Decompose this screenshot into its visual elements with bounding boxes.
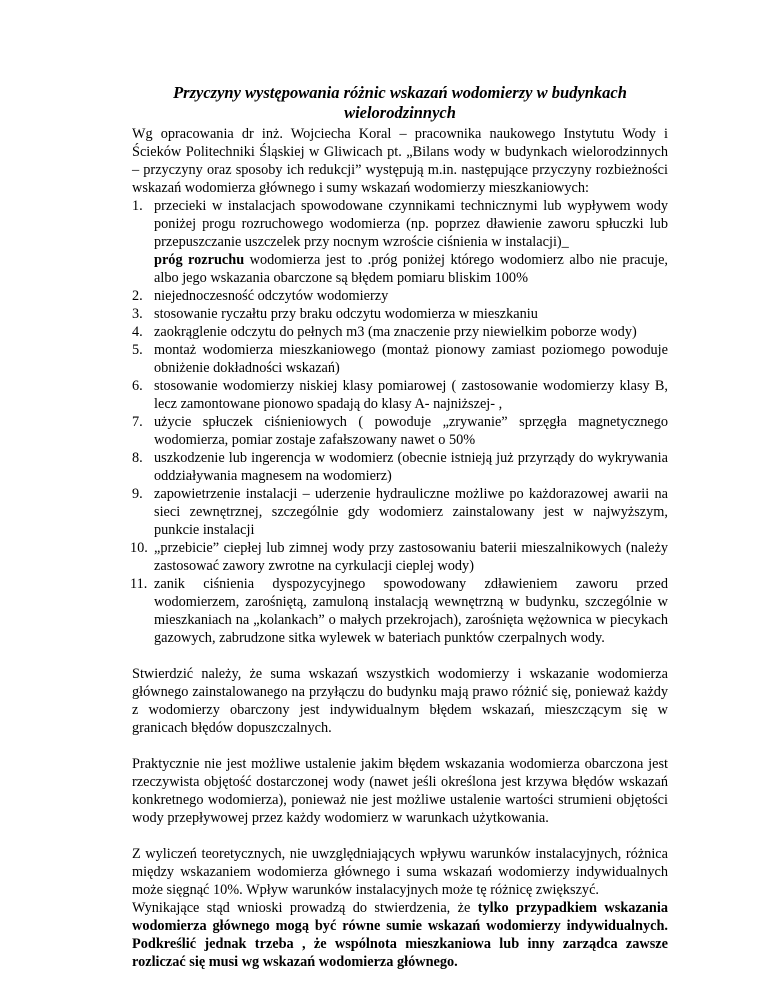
causes-list <box>132 197 668 647</box>
list-item <box>132 575 668 647</box>
list-item <box>132 413 668 449</box>
list-item-text: „przebicie” ciepłej lub zimnej wody przy zastosowaniu baterii mieszalnikowych (należy zastosować zawory zwrotne na cyrkulacji cieplej wody) <box>154 540 668 574</box>
list-item <box>132 539 668 575</box>
list-item-number: 6. <box>132 378 143 394</box>
list-item-number: 5. <box>132 342 143 358</box>
list-item <box>132 341 668 377</box>
threshold-term: próg rozruchu <box>154 252 245 268</box>
list-item-text: niejednoczesność odczytów wodomierzy <box>154 288 389 304</box>
list-item-number: 7. <box>132 414 143 430</box>
list-item-number: 9. <box>132 486 143 502</box>
list-item-number: 3. <box>132 306 143 322</box>
list-item <box>132 485 668 539</box>
list-item-text: użycie spłuczek ciśnieniowych ( powoduje „zrywanie” sprzęgła magnetycznego wodomierza, pomiar zostaje zafałszowany nawet o 50% <box>154 414 668 448</box>
list-item-text: zapowietrzenie instalacji – uderzenie hydrauliczne możliwe po każdorazowej awarii na sieci zewnętrznej, szczególnie gdy wodomierz zainstalowany jest w najwyższym, punkcie instalacji <box>154 486 668 538</box>
list-item <box>132 287 668 305</box>
list-item-text: przecieki w instalacjach spowodowane czynnikami technicznymi lub wypływem wody poniżej progu rozruchowego wodomierza (np. poprzez dławienie zaworu spłuczki lub przepuszczanie uszczelek przy nocnym wzroście ciśnienia w instalacji)_ <box>154 198 668 250</box>
list-item-text: zanik ciśnienia dyspozycyjnego spowodowany zdławieniem zaworu przed wodomierzem, zarośniętą, zamuloną instalacją wewnętrzną w budynku, szczególnie w mieszkaniach na „kolankach” o małych przekrojach), zarośnięta wężownica w piecykach gazowych, zabrudzone sitka wylewek w bateriach punktów czerpalnych wody. <box>154 576 668 646</box>
paragraph-sum-difference: Stwierdzić należy, że suma wskazań wszystkich wodomierzy i wskazanie wodomierza głównego zainstalowanego na przyłączu do budynku mają prawo różnić się, ponieważ każdy z wodomierzy obarczony jest indywidualnym błędem wskazań, mieszczącym się w granicach błędów dopuszczalnych. <box>132 666 668 736</box>
list-item <box>132 305 668 323</box>
list-item <box>132 197 668 287</box>
list-item-number: 10. <box>130 540 148 556</box>
intro-paragraph: Wg opracowania dr inż. Wojciecha Koral – pracownika naukowego Instytutu Wody i Ścieków Politechniki Śląskiej w Gliwicach pt. „Bilans wody w budynkach wielorodzinnych – przyczyny oraz sposoby ich redukcji” występują m.in. następujące przyczyny rozbieżności wskazań wodomierza głównego i sumy wskazań wodomierzy mieszkaniowych: <box>132 126 668 196</box>
list-item-number: 2. <box>132 288 143 304</box>
paragraph-theoretical-calculation: Z wyliczeń teoretycznych, nie uwzględniających wpływu warunków instalacyjnych, różnica między wskazaniem wodomierza głównego i suma wskazań wodomierzy indywidualnych może sięgnąć 10%. Wpływ warunków instalacyjnych może tę różnicę zwiększyć. <box>132 846 668 898</box>
list-item-text: stosowanie ryczałtu przy braku odczytu wodomierza w mieszkaniu <box>154 306 538 322</box>
list-item-text: stosowanie wodomierzy niskiej klasy pomiarowej ( zastosowanie wodomierzy klasy B, lecz zamontowane pionowo spadają do klasy A- najniższej- , <box>154 378 668 412</box>
list-item-text: montaż wodomierza mieszkaniowego (montaż pionowy zamiast poziomego powoduje obniżenie dokładności wskazań) <box>154 342 668 376</box>
list-item-number: 8. <box>132 450 143 466</box>
list-item-text: zaokrąglenie odczytu do pełnych m3 (ma znaczenie przy niewielkim poborze wody) <box>154 324 637 340</box>
list-item <box>132 323 668 341</box>
conclusion-bold-text: tylko przypadkiem wskazania wodomierza głównego mogą być równe sumie wskazań wodomierzy indywidualnych. Podkreślić jednak trzeba , że wspólnota mieszkaniowa lub inny zarządca zawsze rozliczać się musi wg wskazań wodomierza głównego. <box>132 900 668 970</box>
paragraph-error-determination: Praktycznie nie jest możliwe ustalenie jakim błędem wskazania wodomierza obarczona jest rzeczywista objętość dostarczonej wody (nawet jeśli określona jest krzywa błędów wskazań konkretnego wodomierza), ponieważ nie jest możliwe ustalenie wartości strumieni objętości wody przepływowej przez każdy wodomierz w warunkach użytkowania. <box>132 756 668 826</box>
paragraph-conclusion <box>132 899 668 971</box>
threshold-definition <box>154 251 668 287</box>
document-title: Przyczyny występowania różnic wskazań wodomierzy w budynkach wielorodzinnych <box>173 83 627 122</box>
list-item <box>132 449 668 485</box>
list-item <box>132 377 668 413</box>
list-item-number: 1. <box>132 198 143 214</box>
threshold-definition-text: wodomierza jest to .próg poniżej którego wodomierz albo nie pracuje, albo jego wskazania obarczone są błędem pomiaru bliskim 100% <box>154 252 668 286</box>
conclusion-plain-text: Wynikające stąd wnioski prowadzą do stwierdzenia, że <box>132 900 478 916</box>
list-item-number: 4. <box>132 324 143 340</box>
list-item-text: uszkodzenie lub ingerencja w wodomierz (obecnie istnieją już przyrządy do wykrywania oddziaływania magnesem na wodomierz) <box>154 450 668 484</box>
list-item-number: 11. <box>130 576 148 592</box>
